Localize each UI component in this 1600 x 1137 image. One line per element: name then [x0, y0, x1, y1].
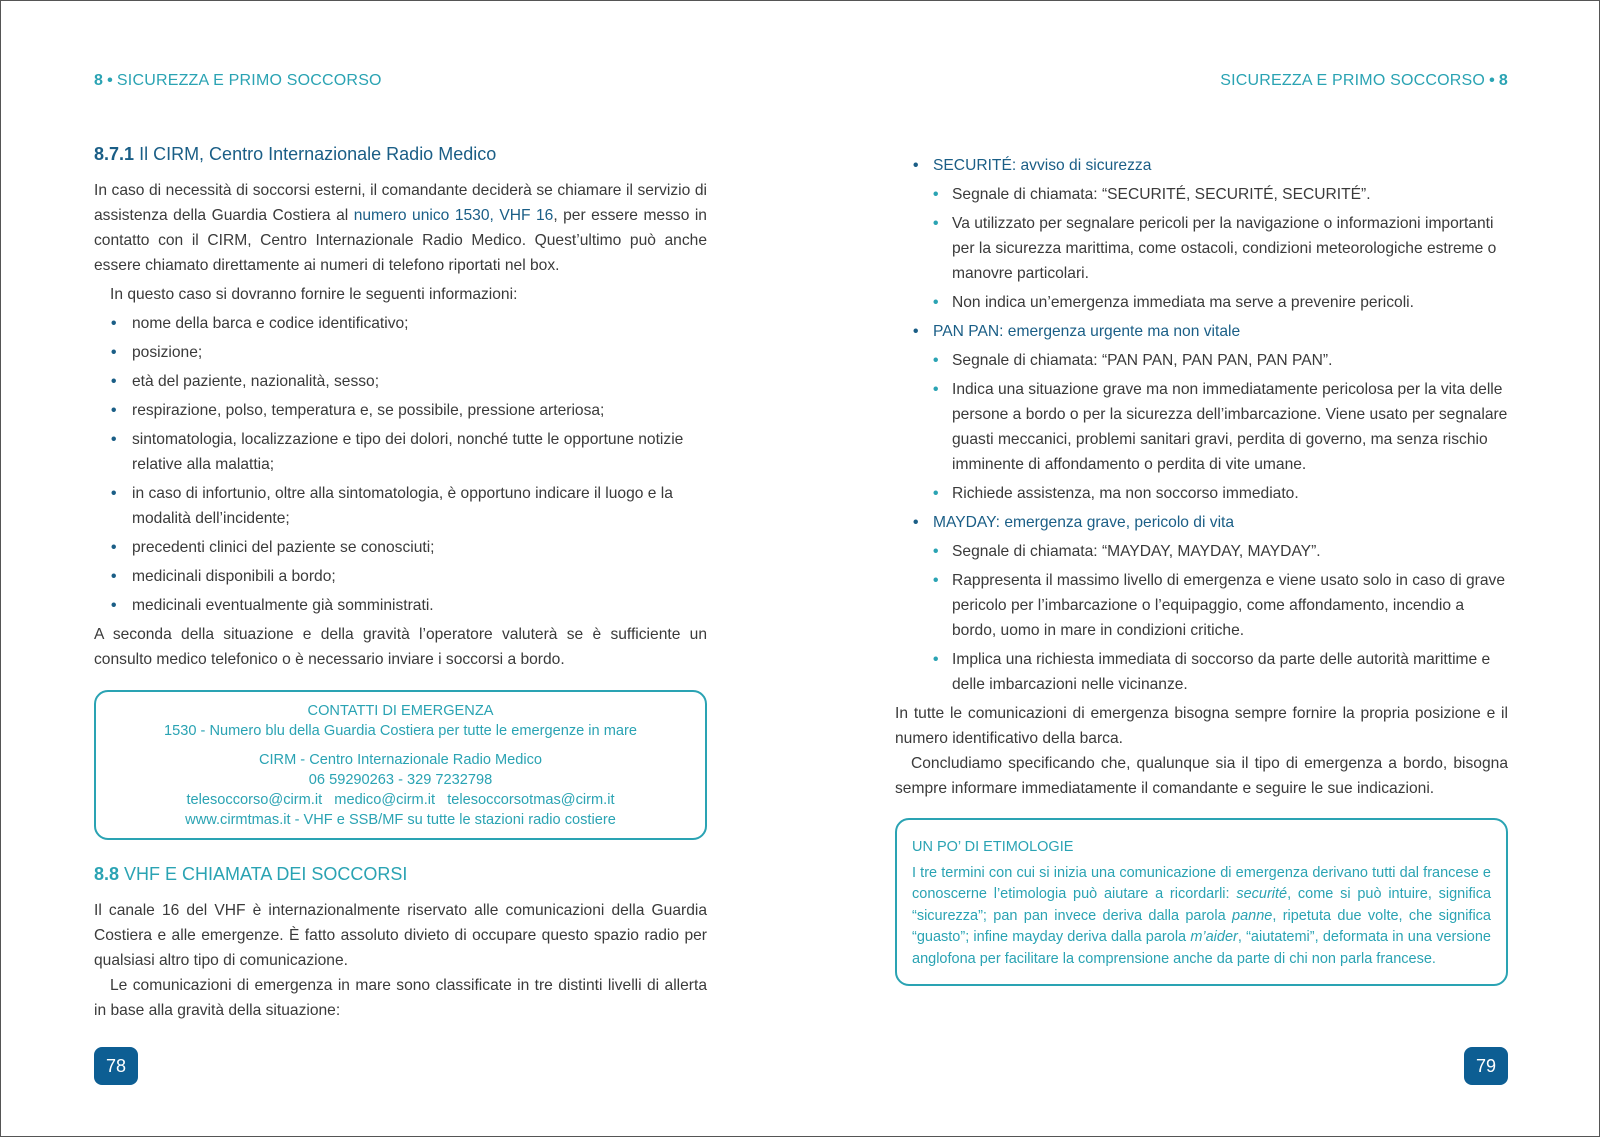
detail-item: • Non indica un’emergenza immediata ma serve a prevenire pericoli.	[933, 290, 1508, 315]
text-run: , come si può intuire, significa “sicurezza”; pan pan invece deriva dalla parola	[912, 886, 1492, 924]
section-title: Il CIRM, Centro Internazionale Radio Medico	[139, 144, 497, 164]
section-number: 8.8	[94, 864, 120, 884]
list-item: • in caso di infortunio, oltre alla sintomatologia, è opportuno indicare il luogo e la modalità dell’incidente;	[94, 481, 707, 531]
term-panne: panne	[1232, 907, 1273, 924]
emergency-contacts-box	[94, 690, 707, 840]
detail-item: • Richiede assistenza, ma non soccorso immediato.	[933, 481, 1508, 506]
detail-item: • Implica una richiesta immediata di soccorso da parte delle autorità marittime e delle imbarcazioni nelle vicinanze.	[933, 647, 1508, 697]
section-title: VHF E CHIAMATA DEI SOCCORSI	[124, 864, 408, 884]
detail-item: • Segnale di chiamata: “PAN PAN, PAN PAN, PAN PAN”.	[933, 348, 1508, 373]
paragraph-info-intro: In questo caso si dovranno fornire le seguenti informazioni:	[110, 286, 518, 303]
page-number-left: 78	[94, 1047, 138, 1085]
alert-level-mayday	[895, 510, 1508, 697]
list-item: • nome della barca e codice identificativo;	[94, 311, 707, 336]
term-maider: m’aider	[1190, 929, 1238, 946]
alert-levels-list	[895, 153, 1508, 697]
text-run: , per essere messo in contatto con il CIRM, Centro Internazionale Radio Medico. Quest’ultimo può anche essere chiamato direttamente ai numeri di telefono riportati nel box.	[94, 207, 707, 274]
etymology-text	[912, 863, 1491, 971]
contacts-line: CIRM - Centro Internazionale Radio Medico	[258, 752, 543, 768]
header-separator: •	[107, 72, 113, 89]
text-run: , “aiutatemi”, deformata in una versione anglofona per facilitare la comprensione anche da parte di chi non parla francese.	[912, 929, 1491, 967]
chapter-title: SICUREZZA E PRIMO SOCCORSO	[1220, 72, 1486, 89]
alert-level-title: • PAN PAN: emergenza urgente ma non vitale	[933, 323, 1241, 340]
contacts-line: 1530 - Numero blu della Guardia Costiera per tutte le emergenze in mare	[164, 723, 637, 739]
list-item: • medicinali eventualmente già somministrati.	[94, 593, 707, 618]
list-item: • respirazione, polso, temperatura e, se possibile, pressione arteriosa;	[94, 398, 707, 423]
chapter-title: SICUREZZA E PRIMO SOCCORSO	[116, 72, 382, 89]
term-securite: securité	[1236, 886, 1288, 903]
paragraph-channel-16: Il canale 16 del VHF è internazionalmente riservato alle comunicazioni della Guardia Costiera e alle emergenze. È fatto assoluto divieto di occupare questo spazio radio per qualsiasi altro tipo di comunicazione.	[94, 902, 707, 969]
highlight-number: numero unico 1530, VHF 16	[353, 207, 554, 224]
chapter-number: 8	[1498, 72, 1508, 89]
page-number-right: 79	[1464, 1047, 1508, 1085]
right-content	[895, 149, 1508, 986]
list-item: • posizione;	[94, 340, 707, 365]
etymology-title: UN PO’ DI ETIMOLOGIE	[912, 839, 1074, 855]
alert-level-title: • MAYDAY: emergenza grave, pericolo di vita	[933, 514, 1235, 531]
paragraph-conclusion: Concludiamo specificando che, qualunque sia il tipo di emergenza a bordo, bisogna sempre informare immediatamente il comandante e seguire le sue indicazioni.	[895, 755, 1508, 797]
list-item: • sintomatologia, localizzazione e tipo dei dolori, nonché tutte le opportune notizie relative alla malattia;	[94, 427, 707, 477]
left-page	[94, 1, 707, 1136]
spacer	[106, 741, 695, 750]
section-heading-8-8	[94, 862, 707, 886]
paragraph-alert-levels: Le comunicazioni di emergenza in mare sono classificate in tre distinti livelli di allerta in base alla gravità della situazione:	[94, 977, 707, 1019]
chapter-number: 8	[94, 72, 104, 89]
contacts-title: CONTATTI DI EMERGENZA	[307, 703, 494, 719]
paragraph-position: In tutte le comunicazioni di emergenza bisogna sempre fornire la propria posizione e il numero identificativo della barca.	[895, 705, 1508, 747]
text-run: , ripetuta due volte, che significa “guasto”; infine mayday deriva dalla parola	[912, 907, 1491, 946]
running-header-left	[94, 72, 382, 90]
right-page	[895, 1, 1508, 1136]
etymology-box	[895, 818, 1508, 986]
contacts-phone: 06 59290263 - 329 7232798	[308, 772, 493, 788]
section-number: 8.7.1	[94, 144, 135, 164]
alert-level-title: • SECURITÉ: avviso di sicurezza	[933, 157, 1152, 174]
left-content	[94, 142, 707, 1023]
detail-item: • Va utilizzato per segnalare pericoli per la navigazione o informazioni importanti per la sicurezza marittima, come ostacoli, condizioni meteorologiche estreme o manovre particolari.	[933, 211, 1508, 286]
header-separator: •	[1489, 72, 1495, 89]
detail-item: • Segnale di chiamata: “SECURITÉ, SECURITÉ, SECURITÉ”.	[933, 182, 1508, 207]
paragraph-consult: A seconda della situazione e della gravità l’operatore valuterà se è sufficiente un consulto medico telefonico o è necessario inviare i soccorsi a bordo.	[94, 626, 707, 668]
paragraph-cirm-intro	[94, 178, 707, 278]
alert-level-pan-pan	[895, 319, 1508, 506]
text-run: I tre termini con cui si inizia una comunicazione di emergenza derivano tutti dal francese e conoscerne l’etimologia può aiutare a ricordarli:	[912, 864, 1491, 903]
detail-item: • Indica una situazione grave ma non immediatamente pericolosa per la vita delle persone a bordo o per la sicurezza dell’imbarcazione. Viene usato per segnalare guasti meccanici, problemi sanitari gravi, perdita di governo, ma senza rischio imminente di affondamento o perdita di vite umane.	[933, 377, 1508, 477]
alert-level-details	[933, 539, 1508, 697]
contacts-emails[interactable]: telesoccorso@cirm.it medico@cirm.it telesoccorsotmas@cirm.it	[186, 792, 615, 808]
text-run: In caso di necessità di soccorsi esterni, il comandante deciderà se chiamare il servizio di assistenza della Guardia Costiera al	[94, 182, 707, 224]
list-item: • medicinali disponibili a bordo;	[94, 564, 707, 589]
list-item: • precedenti clinici del paziente se conosciuti;	[94, 535, 707, 560]
running-header-right	[1220, 72, 1508, 90]
list-item: • età del paziente, nazionalità, sesso;	[94, 369, 707, 394]
alert-level-securite	[895, 153, 1508, 315]
alert-level-details	[933, 182, 1508, 315]
detail-item: • Rappresenta il massimo livello di emergenza e viene usato solo in caso di grave pericolo per l’imbarcazione o l’equipaggio, come affondamento, incendio a bordo, uomo in mare in condizioni critiche.	[933, 568, 1508, 643]
section-heading-8-7-1	[94, 142, 707, 166]
alert-level-details	[933, 348, 1508, 506]
detail-item: • Segnale di chiamata: “MAYDAY, MAYDAY, MAYDAY”.	[933, 539, 1508, 564]
contacts-website[interactable]: www.cirmtmas.it - VHF e SSB/MF su tutte le stazioni radio costiere	[185, 812, 616, 828]
info-list	[94, 311, 707, 618]
